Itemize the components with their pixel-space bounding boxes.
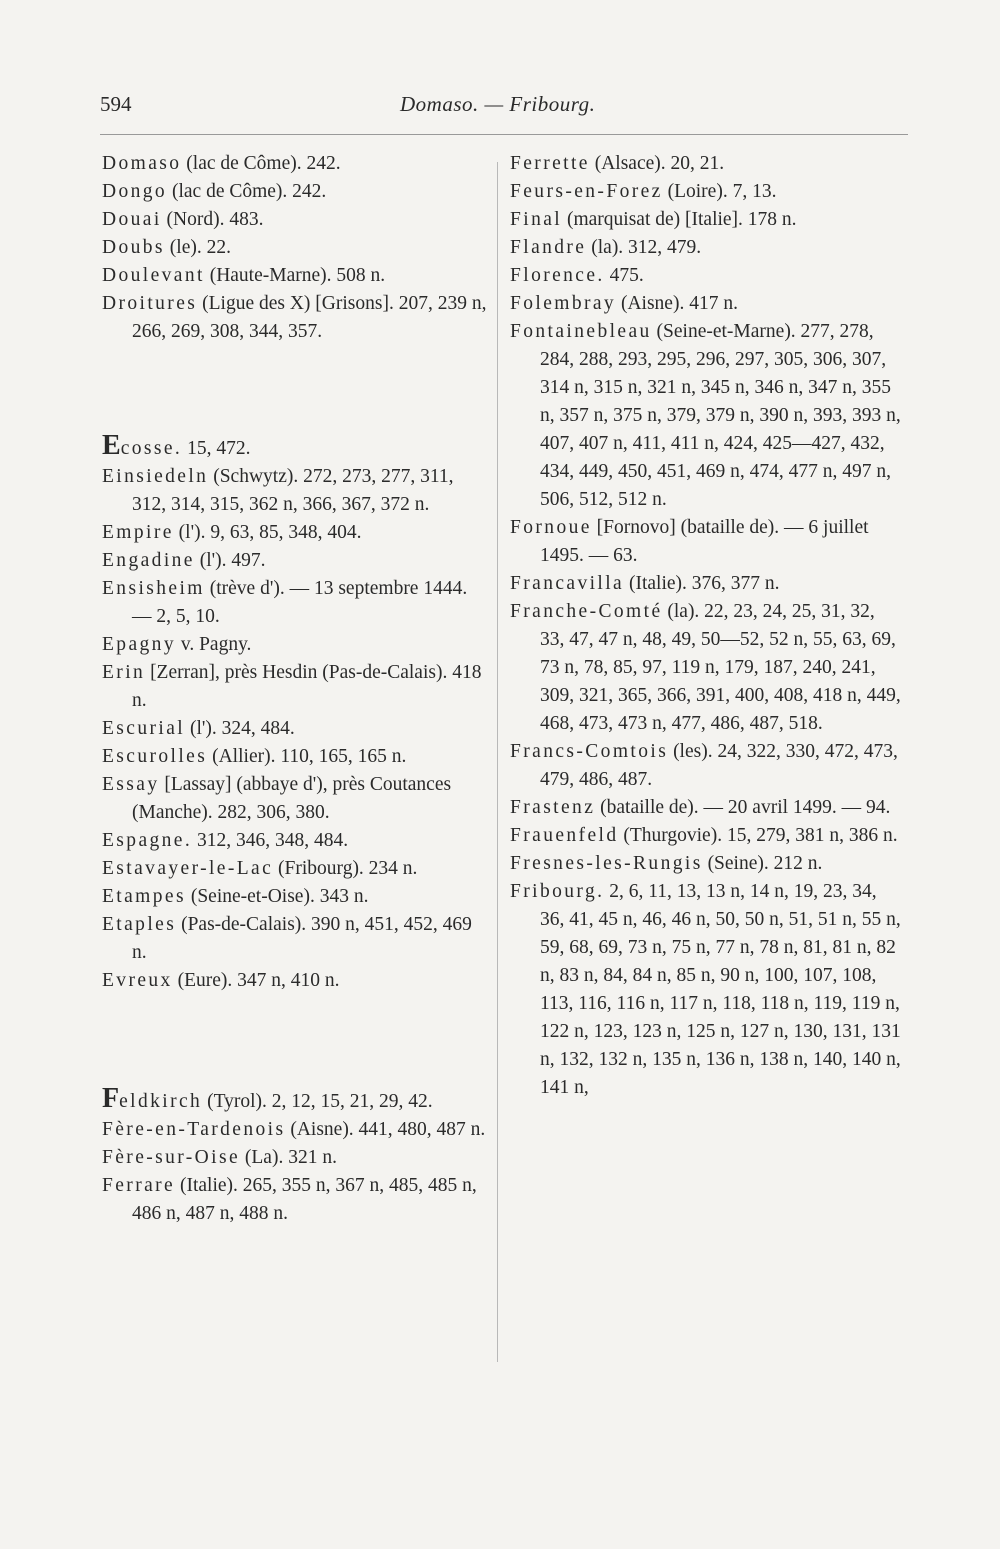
index-entry — [102, 771, 490, 827]
entry-references: (Aisne). 417 n. — [616, 293, 738, 314]
index-entry — [510, 234, 904, 262]
entry-headword: Fère-en-Tardenois — [102, 1119, 286, 1140]
entry-headword: Evreux — [102, 970, 173, 991]
entry-headword: Flandre — [510, 237, 587, 258]
index-entry — [102, 178, 490, 206]
index-entry — [102, 631, 490, 659]
index-entry — [510, 822, 904, 850]
section-gap — [102, 346, 490, 432]
index-entry — [510, 514, 904, 570]
entry-headword: Feurs-en-Forez — [510, 181, 663, 202]
entry-headword: Francs-Comtois — [510, 741, 669, 762]
entry-headword: Etampes — [102, 886, 186, 907]
entry-references: v. Pagny. — [175, 634, 252, 655]
entry-headword: Espagne. — [102, 830, 193, 851]
entry-headword: Dongo — [102, 181, 168, 202]
entry-references: (le). 22. — [164, 237, 231, 258]
entry-references: (Allier). 110, 165, 165 n. — [207, 746, 407, 767]
entry-headword: Fresnes-les-Rungis — [510, 853, 703, 874]
entry-references: (trève d'). — 13 septembre 1444. — 2, 5, 10. — [132, 578, 468, 627]
entry-references: (bataille de). — 20 avril 1499. — 94. — [595, 797, 891, 818]
entry-references: (Aisne). 441, 480, 487 n. — [285, 1119, 486, 1140]
entry-headword: Frauenfeld — [510, 825, 619, 846]
entry-headword: Frastenz — [510, 797, 596, 818]
entry-references: 15, 472. — [182, 438, 251, 459]
entry-references: (Thurgovie). 15, 279, 381 n, 386 n. — [618, 825, 898, 846]
index-entry — [510, 570, 904, 598]
index-entry — [102, 1116, 490, 1144]
entry-headword: Etaples — [102, 914, 177, 935]
index-entry — [102, 206, 490, 234]
index-entry — [102, 432, 490, 463]
entry-headword: Francavilla — [510, 573, 625, 594]
index-entry — [102, 262, 490, 290]
index-entry — [102, 519, 490, 547]
entry-headword: Einsiedeln — [102, 466, 209, 487]
entry-headword: Domaso — [102, 153, 182, 174]
entry-references: 312, 346, 348, 484. — [192, 830, 349, 851]
index-entry — [102, 967, 490, 995]
column-divider — [497, 162, 498, 1362]
entry-headword: Epagny — [102, 634, 176, 655]
entry-references: [Fornovo] (bataille de). — 6 juillet 1495. — 63. — [540, 517, 869, 566]
index-entry — [510, 850, 904, 878]
entry-references: (Nord). 483. — [161, 209, 264, 230]
right-column — [510, 150, 904, 1102]
index-entry — [102, 659, 490, 715]
entry-references: 2, 6, 11, 13, 13 n, 14 n, 19, 23, 34, 36, 41, 45 n, 46, 46 n, 50, 50 n, 51, 51 n, 55 n, 59, 68, 69, 73 n, 75 n, 77 n, 78 n, 81, 81 n, 82 n, 83 n, 84, 84 n, 85 n, 90 n, 100, 107, 108, 113, 116, 116 n, 117 n, 118, 118 n, 119, 119 n, 122 n, 123, 123 n, 125 n, 127 n, 130, 131, 131 n, 132, 132 n, 135 n, 136 n, 138 n, 140, 140 n, 141 n, — [540, 881, 901, 1098]
entry-references: (Seine-et-Oise). 343 n. — [185, 886, 369, 907]
index-entry — [102, 743, 490, 771]
index-entry — [102, 290, 490, 346]
entry-headword: Engadine — [102, 550, 195, 571]
index-entry — [102, 150, 490, 178]
entry-references: (l'). 9, 63, 85, 348, 404. — [173, 522, 362, 543]
entry-headword: Franche-Comté — [510, 601, 663, 622]
entry-headword: Droitures — [102, 293, 198, 314]
entry-references: (Ligue des X) [Grisons]. 207, 239 n, 266, 269, 308, 344, 357. — [132, 293, 487, 342]
entry-references: (la). 312, 479. — [586, 237, 702, 258]
entry-headword: Fribourg. — [510, 881, 605, 902]
entry-headword: Fornoue — [510, 517, 592, 538]
index-entry — [102, 715, 490, 743]
index-entry — [102, 827, 490, 855]
index-entry — [510, 290, 904, 318]
entry-references: (Tyrol). 2, 12, 15, 21, 29, 42. — [202, 1091, 433, 1112]
entry-references: (Seine-et-Marne). 277, 278, 284, 288, 293, 295, 296, 297, 305, 306, 307, 314 n, 315 n, 321 n, 345 n, 346 n, 347 n, 355 n, 357 n, 375 n, 379, 379 n, 390 n, 393, 393 n, 407, 407 n, 411, 411 n, 424, 425—427, 432, 434, 449, 450, 451, 469 n, 474, 477 n, 497 n, 506, 512, 512 n. — [540, 321, 901, 510]
index-entry — [510, 598, 904, 738]
index-entry — [102, 911, 490, 967]
entry-references: [Lassay] (abbaye d'), près Coutances (Manche). 282, 306, 380. — [132, 774, 452, 823]
entry-headword: Fère-sur-Oise — [102, 1147, 241, 1168]
entry-headword: Erin — [102, 662, 146, 683]
entry-headword: Douai — [102, 209, 162, 230]
entry-headword: Fontainebleau — [510, 321, 652, 342]
entry-references: (Eure). 347 n, 410 n. — [172, 970, 340, 991]
index-entry — [510, 738, 904, 794]
entry-headword: cosse. — [120, 438, 183, 459]
entry-references: 475. — [604, 265, 644, 286]
entry-references: (l'). 497. — [194, 550, 266, 571]
entry-headword: Florence. — [510, 265, 605, 286]
entry-references: (Seine). 212 n. — [702, 853, 823, 874]
entry-references: [Zerran], près Hesdin (Pas-de-Calais). 418 n. — [132, 662, 482, 711]
index-entry — [510, 206, 904, 234]
entry-headword: Doulevant — [102, 265, 205, 286]
entry-headword: Ferrette — [510, 153, 590, 174]
index-entry — [510, 178, 904, 206]
entry-references: (Italie). 376, 377 n. — [624, 573, 780, 594]
entry-references: (Haute-Marne). 508 n. — [204, 265, 386, 286]
entry-headword: Empire — [102, 522, 174, 543]
entry-references: (lac de Côme). 242. — [167, 181, 327, 202]
index-entry — [102, 234, 490, 262]
entry-headword: Ferrare — [102, 1175, 176, 1196]
section-gap — [102, 995, 490, 1085]
entry-headword: Folembray — [510, 293, 617, 314]
index-entry — [510, 318, 904, 514]
entry-references: (Italie). 265, 355 n, 367 n, 485, 485 n, 486 n, 487 n, 488 n. — [132, 1175, 477, 1224]
entry-references: (Loire). 7, 13. — [662, 181, 777, 202]
entry-headword: Escurial — [102, 718, 186, 739]
page-header — [100, 92, 900, 132]
index-entry — [102, 1172, 490, 1228]
entry-headword: Ensisheim — [102, 578, 205, 599]
header-rule — [100, 134, 908, 135]
entry-references: (l'). 324, 484. — [185, 718, 295, 739]
section-initial: F — [102, 1083, 120, 1114]
entry-headword: Estavayer-le-Lac — [102, 858, 274, 879]
index-entry — [102, 575, 490, 631]
section-initial: E — [102, 430, 121, 461]
index-entry — [510, 878, 904, 1102]
index-entry — [102, 1085, 490, 1116]
entry-references: (La). 321 n. — [240, 1147, 337, 1168]
entry-headword: Escurolles — [102, 746, 208, 767]
index-entry — [102, 463, 490, 519]
index-entry — [102, 855, 490, 883]
left-column — [102, 150, 490, 1228]
entry-references: (la). 22, 23, 24, 25, 31, 32, 33, 47, 47 n, 48, 49, 50—52, 52 n, 55, 63, 69, 73 n, 78, 85, 97, 119 n, 179, 187, 240, 241, 309, 321, 365, 366, 391, 400, 408, 418 n, 449, 468, 473, 473 n, 477, 486, 487, 518. — [540, 601, 901, 734]
index-entry — [510, 794, 904, 822]
page-number: 594 — [100, 92, 132, 116]
entry-headword: eldkirch — [119, 1091, 203, 1112]
entry-headword: Doubs — [102, 237, 165, 258]
entry-headword: Essay — [102, 774, 160, 795]
index-entry — [102, 883, 490, 911]
entry-headword: Final — [510, 209, 563, 230]
entry-references: (Alsace). 20, 21. — [589, 153, 725, 174]
entry-references: (Fribourg). 234 n. — [273, 858, 418, 879]
entry-references: (les). 24, 322, 330, 472, 473, 479, 486, 487. — [540, 741, 898, 790]
entry-references: (Schwytz). 272, 273, 277, 311, 312, 314, 315, 362 n, 366, 367, 372 n. — [132, 466, 454, 515]
index-entry — [102, 1144, 490, 1172]
index-entry — [102, 547, 490, 575]
index-entry — [510, 262, 904, 290]
running-title: Domaso. — Fribourg. — [400, 92, 596, 116]
entry-references: (Pas-de-Calais). 390 n, 451, 452, 469 n. — [132, 914, 472, 963]
entry-references: (marquisat de) [Italie]. 178 n. — [562, 209, 797, 230]
entry-references: (lac de Côme). 242. — [181, 153, 341, 174]
index-entry — [510, 150, 904, 178]
